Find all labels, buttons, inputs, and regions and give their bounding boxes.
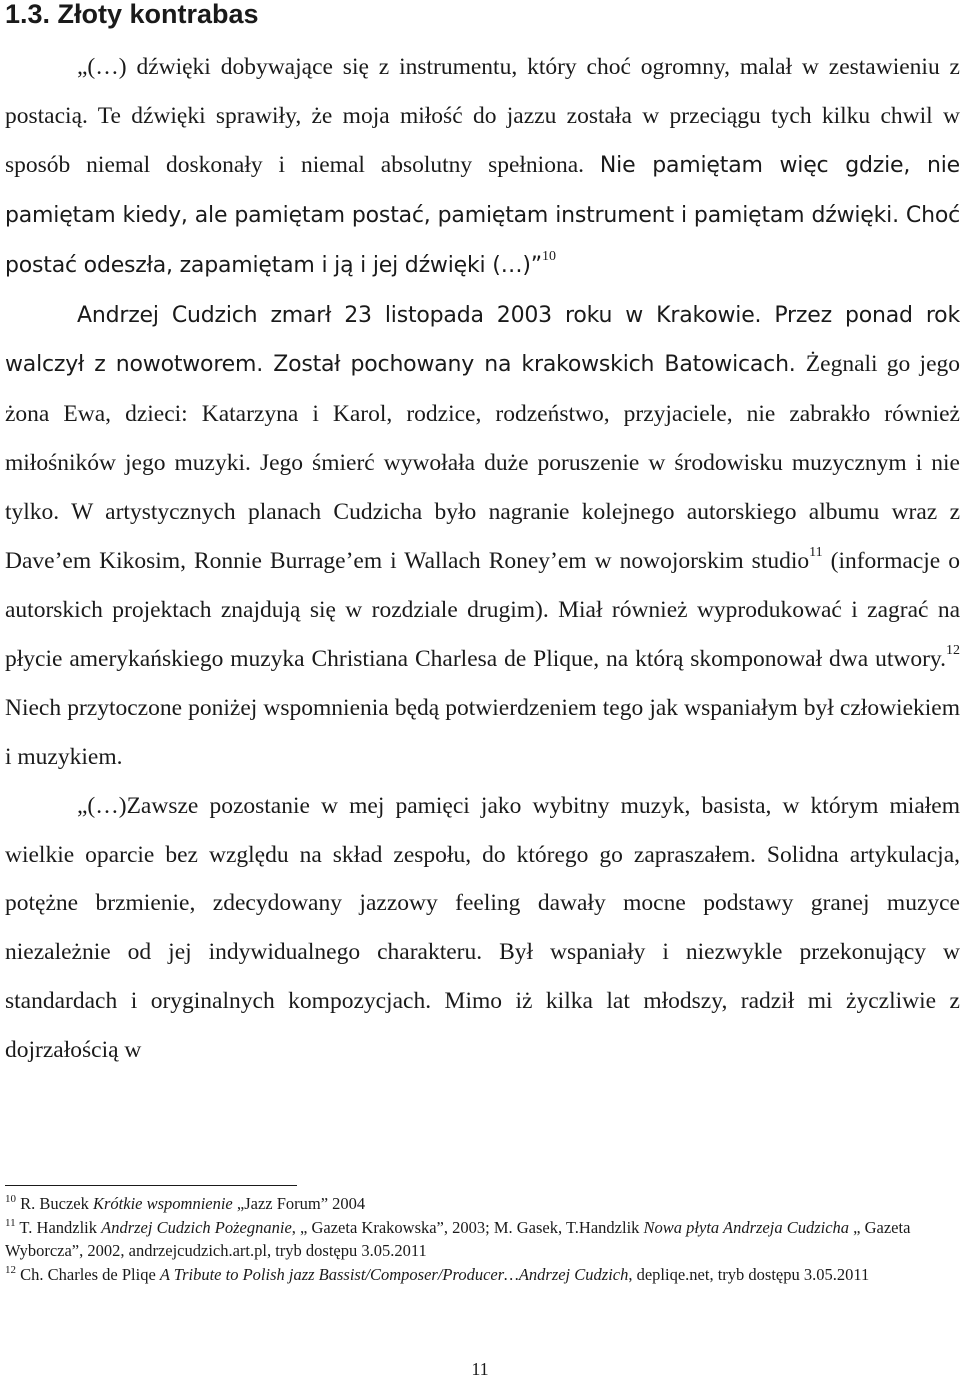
footnote-ref-10: 10 <box>541 248 556 264</box>
footnote-author: T. Handzlik <box>19 1217 102 1237</box>
opening-quote-paragraph <box>5 43 960 291</box>
biography-text: Żegnali go jego żona Ewa, dzieci: Katarzyna i Karol, rodzice, rodzeństwo, przyjaciele, nie zabrakło również miłośników jego muzyki. Jego śmierć wywołała duże poruszenie w środowisku muzycznym i nie tylko. W artystycznych planach Cudzicha było nagranie kolejnego autorskiego albumu wraz z Dave’em Kikosim, Ronnie Burrage’em i Wallach Roney’em w nowojorskim studio <box>5 351 960 575</box>
footnote-11 <box>5 1216 960 1263</box>
document-page <box>5 0 960 1381</box>
quote-text: „(…) dźwięki dobywające się z instrumentu, który choć ogromny, malał w zestawieniu z postacią. Te dźwięki sprawiły, że moja miłość do jazzu została w przeciągu tych kilku chwil w sposób niemal doskonały i niemal absolutny spełniona. <box>5 54 960 178</box>
footnote-source: , „ Gazeta Krakowska”, 2003; M. Gasek, T.Handzlik <box>291 1217 644 1237</box>
footnote-author: R. Buczek <box>20 1194 93 1213</box>
body-text <box>5 43 960 1075</box>
footnote-source: , depliqe.net, tryb dostępu 3.05.2011 <box>628 1264 870 1284</box>
footnote-source-2: „ Gazeta Wyborcza”, 2002, andrzejcudzich.art.pl, tryb dostępu 3.05.2011 <box>5 1217 911 1260</box>
footnote-separator <box>5 1185 297 1186</box>
footnote-10 <box>5 1192 960 1216</box>
footnote-ref-12: 12 <box>946 642 960 658</box>
footnote-number: 12 <box>5 1263 16 1276</box>
footnote-author: Ch. Charles de Pliqe <box>20 1264 160 1284</box>
footnote-number: 10 <box>5 1193 16 1205</box>
footnote-title: Krótkie wspomnienie <box>92 1194 233 1213</box>
section-heading: 1.3. Złoty kontrabas <box>5 0 259 29</box>
biography-text-end: Niech przytoczone poniżej wspomnienia będą potwierdzeniem tego jak wspaniałym był człowiekiem i muzykiem. <box>5 694 960 770</box>
footnotes <box>5 1192 960 1286</box>
footnote-ref-11: 11 <box>809 545 823 561</box>
page-number: 11 <box>471 1359 489 1379</box>
quote-text-continued: Nie pamiętam więc gdzie, nie pamiętam kiedy, ale pamiętam postać, pamiętam instrument i pamiętam dźwięki. Choć postać odeszła, zapamiętam i ją i jej dźwięki (…)” <box>5 152 960 278</box>
biography-text-start: Andrzej Cudzich zmarł 23 listopada 2003 roku w Krakowie. Przez ponad rok walczył z nowotworem. Został pochowany na krakowskich Batowicach. <box>5 302 960 378</box>
footnote-number: 11 <box>5 1216 16 1229</box>
footnote-title-2: Nowa płyta Andrzeja Cudzicha <box>643 1217 850 1237</box>
biography-text-continued: (informacje o autorskich projektach znajdują się w rozdziale drugim). Miał również wyprodukować i zagrać na płycie amerykańskiego muzyka Christiana Charlesa de Plique, na którą skomponował dwa utwory. <box>5 548 960 672</box>
memory-quote-paragraph: „(…)Zawsze pozostanie w mej pamięci jako wybitny muzyk, basista, w którym miałem wielkie oparcie bez względu na skład zespołu, do którego go zapraszałem. Solidna artykulacja, potężne brzmienie, zdecydowany jazzowy feeling dawały mocne podstawy granej muzyce niezależnie od jej indywidualnego charakteru. Był wspaniały i niezwykle przekonujący w standardach i oryginalnych kompozycjach. Mimo iż kilka lat młodszy, radził mi życzliwie z dojrzałością w <box>5 792 960 1064</box>
footnote-source: „Jazz Forum” 2004 <box>232 1194 366 1213</box>
footnote-title: Andrzej Cudzich Pożegnanie <box>101 1217 292 1237</box>
biography-paragraph <box>5 291 960 782</box>
footnote-12 <box>5 1263 960 1287</box>
footnote-title: A Tribute to Polish jazz Bassist/Composer/Producer…Andrzej Cudzich <box>159 1264 629 1284</box>
